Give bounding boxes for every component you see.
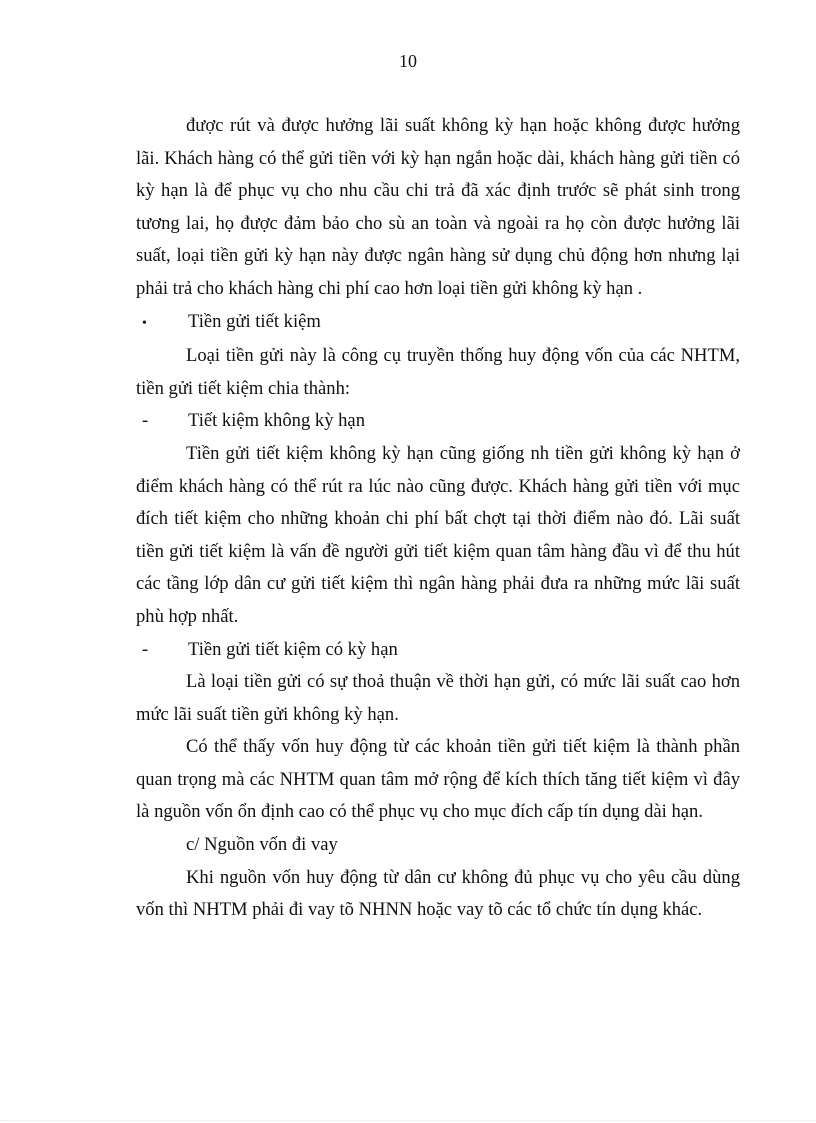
page-number: 10 bbox=[399, 51, 417, 71]
dash-item-label: Tiết kiệm không kỳ hạn bbox=[188, 410, 365, 432]
paragraph-term-savings: Là loại tiền gửi có sự thoả thuận về thời hạn gửi, có mức lãi suất cao hơn mức lãi suất tiền gửi không kỳ hạn. bbox=[136, 671, 740, 725]
bullet-item-savings-deposit bbox=[136, 306, 740, 341]
page-bottom-divider bbox=[0, 1120, 816, 1122]
document-body bbox=[136, 110, 740, 927]
dash-item-label: Tiền gửi tiết kiệm có kỳ hạn bbox=[188, 638, 398, 660]
dash-marker: - bbox=[142, 410, 149, 432]
paragraph-borrowed-capital: Khi nguồn vốn huy động từ dân cư không đủ phục vụ cho yêu cầu dùng vốn thì NHTM phải đi vay tõ NHNN hoặc vay tõ các tổ chức tín dụng khác. bbox=[136, 866, 740, 921]
bullet-item-label: Tiền gửi tiết kiệm bbox=[188, 310, 321, 332]
dash-item-demand-savings bbox=[136, 405, 740, 438]
paragraph-savings-importance: Có thể thấy vốn huy động từ các khoản tiền gửi tiết kiệm là thành phần quan trọng mà các NHTM quan tâm mở rộng để kích thích tăng tiết kiệm vì đây là nguồn vốn ổn định cao có thể phục vụ cho mục đích cấp tín dụng dài hạn. bbox=[136, 736, 740, 823]
paragraph-demand-savings: Tiền gửi tiết kiệm không kỳ hạn cũng giống nh tiền gửi không kỳ hạn ở điểm khách hàng có thể rút ra lúc nào cũng được. Khách hàng gửi tiền với mục đích tiết kiệm cho những khoản chi phí bất chợt tại thời điểm nào đó. Lãi suất tiền gửi tiết kiệm là vấn đề người gửi tiết kiệm quan tâm hàng đầu vì để thu hút các tầng lớp dân cư gửi tiết kiệm thì ngân hàng phải đưa ra những mức lãi suất phù hợp nhất. bbox=[136, 442, 740, 627]
dash-marker: - bbox=[142, 638, 149, 660]
bullet-icon: • bbox=[142, 315, 147, 331]
section-heading-borrowed-capital: c/ Nguồn vốn đi vay bbox=[186, 834, 338, 856]
dash-item-term-savings bbox=[136, 634, 740, 667]
paragraph-savings-intro: Loại tiền gửi này là công cụ truyền thống huy động vốn của các NHTM, tiền gửi tiết kiệm chia thành: bbox=[136, 345, 740, 399]
paragraph-continued: được rút và được hưởng lãi suất không kỳ hạn hoặc không được hưởng lãi. Khách hàng có thể gửi tiền với kỳ hạn ngắn hoặc dài, khách hàng gửi tiền có kỳ hạn là để phục vụ cho nhu cầu chi trả đã xác định trước sẽ phát sinh trong tương lai, họ được đảm bảo cho sù an toàn và ngoài ra họ còn được hưởng lãi suất, loại tiền gửi kỳ hạn này được ngân hàng sử dụng chủ động hơn nhưng lại phải trả cho khách hàng chi phí cao hơn loại tiền gửi không kỳ hạn . bbox=[136, 115, 740, 299]
